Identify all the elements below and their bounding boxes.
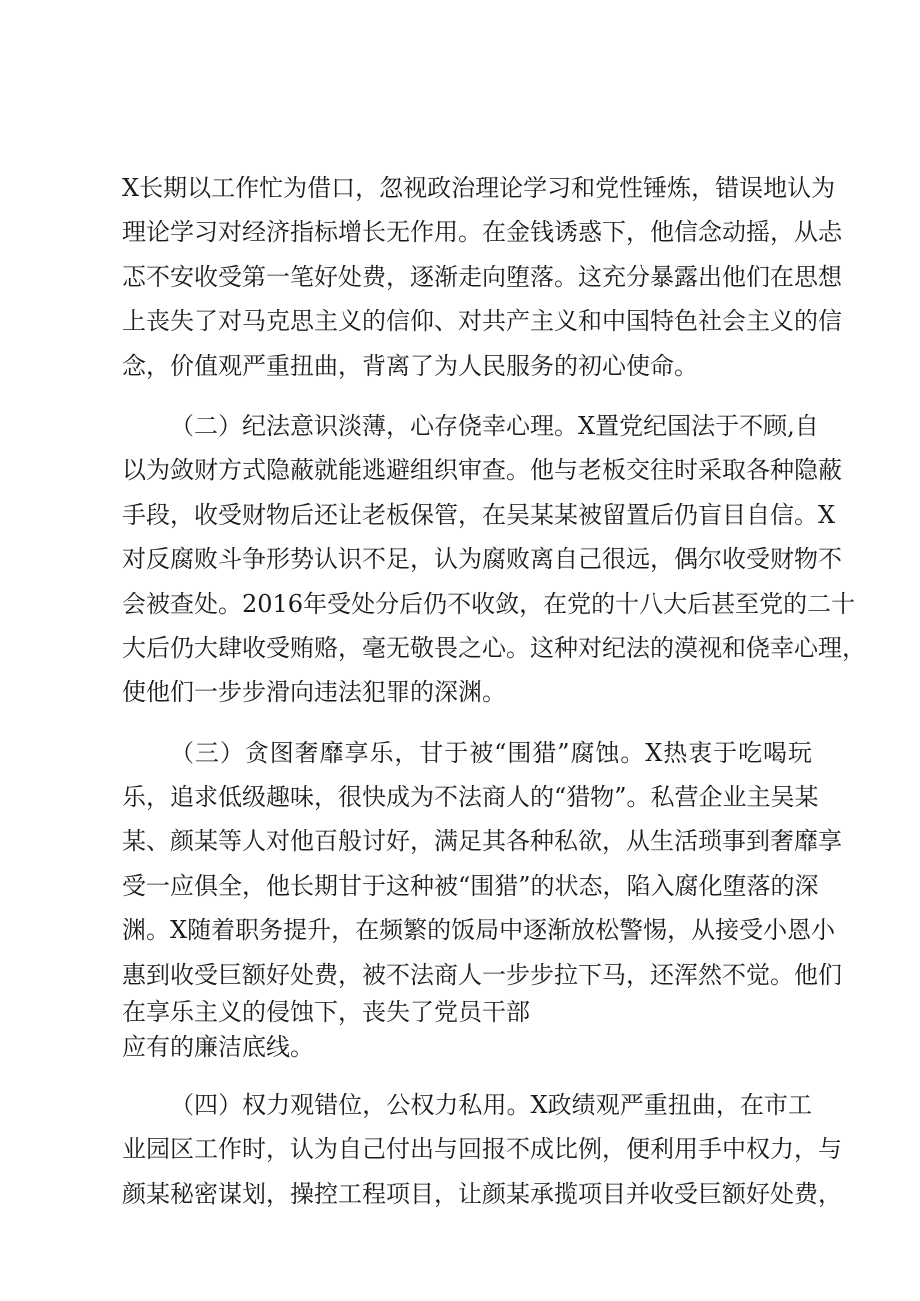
text-line: 惠到收受巨额好处费，被不法商人一步步拉下马，还浑然不觉。他们 bbox=[122, 960, 842, 989]
text-line: 业园区工作时，认为自己付出与回报不成比例，便利用手中权力，与 bbox=[122, 1135, 842, 1164]
text-line: 念，价值观严重扭曲，背离了为人民服务的初心使命。 bbox=[122, 351, 698, 380]
section-heading-line: （二）纪法意识淡薄，心存侥幸心理。X置党纪国法于不顾,自 bbox=[170, 411, 819, 440]
paragraph-2 bbox=[122, 404, 866, 715]
text-line: 大后仍大肆收受贿赂，毫无敬畏之心。这种对纪法的漠视和侥幸心理， bbox=[122, 633, 866, 662]
text-line: 渊。X随着职务提升，在频繁的饭局中逐渐放松警惕，从接受小恩小 bbox=[122, 916, 836, 945]
paragraph-1 bbox=[122, 166, 842, 388]
text-line: 颜某秘密谋划，操控工程项目，让颜某承揽项目并收受巨额好处费， bbox=[122, 1179, 842, 1208]
text-line: 某、颜某等人对他百般讨好，满足其各种私欲，从生活琐事到奢靡享 bbox=[122, 827, 842, 856]
text-line: 会被查处。2016年受处分后仍不收敛，在党的十八大后甚至党的二十 bbox=[122, 589, 856, 618]
text-line: 上丧失了对马克思主义的信仰、对共产主义和中国特色社会主义的信 bbox=[122, 307, 842, 336]
paragraph-gap bbox=[122, 715, 812, 731]
text-line: 对反腐败斗争形势认识不足，认为腐败离自己很远，偶尔收受财物不 bbox=[122, 545, 842, 574]
section-heading-line: （三）贪图奢靡享乐，甘于被“围猎”腐蚀。X热衷于吃喝玩 bbox=[170, 738, 812, 767]
section-heading-line: （四）权力观错位，公权力私用。X政绩观严重扭曲，在市工 bbox=[170, 1091, 812, 1120]
paragraph-gap bbox=[122, 1067, 812, 1083]
paragraph-gap bbox=[122, 388, 812, 404]
text-line: 受一应俱全，他长期甘于这种被“围猎”的状态，陷入腐化堕落的深 bbox=[122, 871, 819, 900]
text-line: 忑不安收受第一笔好处费，逐渐走向堕落。这充分暴露出他们在思想 bbox=[122, 262, 842, 291]
text-line: 以为敛财方式隐蔽就能逃避组织审查。他与老板交往时采取各种隐蔽 bbox=[122, 456, 842, 485]
document-body bbox=[122, 166, 866, 1216]
text-line: 乐，追求低级趣味，很快成为不法商人的“猎物”。私营企业主吴某 bbox=[122, 783, 819, 812]
text-line: 手段，收受财物后还让老板保管，在吴某某被留置后仍盲目自信。X bbox=[122, 500, 836, 529]
text-line: 理论学习对经济指标增长无作用。在金钱诱惑下，他信念动摇，从忐 bbox=[122, 218, 842, 247]
text-line: X长期以工作忙为借口，忽视政治理论学习和党性锤炼，错误地认为 bbox=[122, 174, 836, 202]
text-line: 使他们一步步滑向违法犯罪的深渊。 bbox=[122, 678, 506, 707]
text-line: 在享乐主义的侵蚀下，丧失了党员干部 bbox=[122, 998, 530, 1027]
text-line: 应有的廉洁底线。 bbox=[122, 1033, 314, 1062]
paragraph-4 bbox=[122, 1083, 842, 1216]
paragraph-3 bbox=[122, 731, 842, 1067]
